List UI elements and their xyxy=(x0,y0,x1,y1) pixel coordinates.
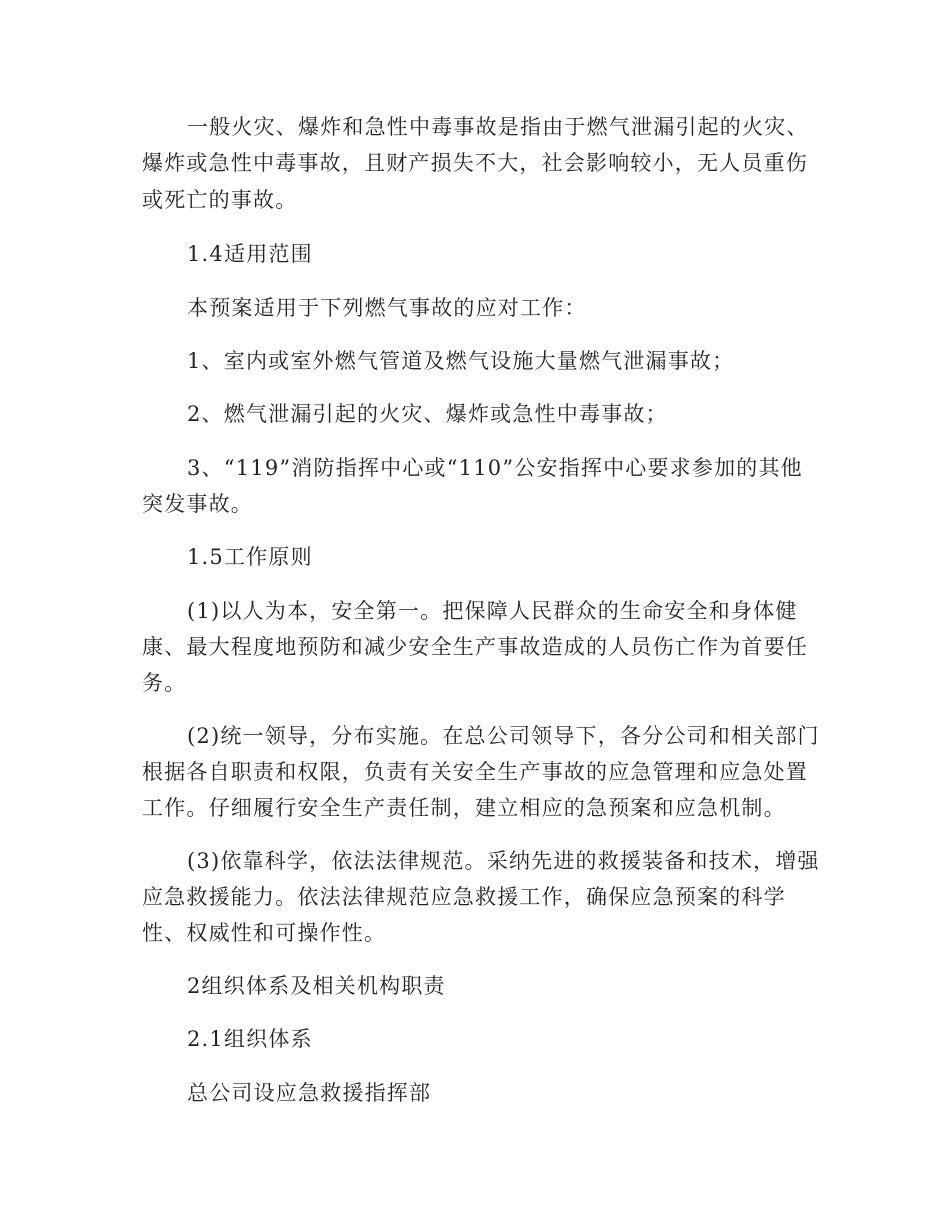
principle-2-line-1: (2)统一领导，分布实施。在总公司领导下，各分公司和相关部门 xyxy=(187,724,820,748)
body-paragraph-last: 总公司设应急救援指挥部 xyxy=(187,1081,432,1105)
principle-3-line-1: (3)依靠科学，依法法律规范。采纳先进的救援装备和技术，增强 xyxy=(187,849,820,873)
section-heading-1-5: 1.5工作原则 xyxy=(187,545,313,569)
scope-item-3-line-2: 突发事故。 xyxy=(142,492,253,516)
section-heading-1-4: 1.4适用范围 xyxy=(187,242,313,266)
scope-item-1: 1、室内或室外燃气管道及燃气设施大量燃气泄漏事故； xyxy=(187,349,735,373)
section-heading-2-1: 2.1组织体系 xyxy=(187,1027,313,1051)
paragraph-1-line-1: 一般火灾、爆炸和急性中毒事故是指由于燃气泄漏引起的火灾、 xyxy=(187,115,809,139)
section-heading-2: 2组织体系及相关机构职责 xyxy=(187,974,446,998)
paragraph-1-line-3: 或死亡的事故。 xyxy=(142,188,298,212)
principle-1-line-2: 康、最大程度地预防和减少安全生产事故造成的人员伤亡作为首要任 xyxy=(142,635,808,659)
principle-1-line-1: (1)以人为本，安全第一。把保障人民群众的生命安全和身体健 xyxy=(187,599,798,623)
paragraph-1-line-2: 爆炸或急性中毒事故，且财产损失不大，社会影响较小，无人员重伤 xyxy=(142,151,808,175)
principle-2-line-2: 根据各自职责和权限，负责有关安全生产事故的应急管理和应急处置 xyxy=(142,760,808,784)
scope-item-2: 2、燃气泄漏引起的火灾、爆炸或急性中毒事故； xyxy=(187,402,668,426)
scope-item-3-line-1: 3、“119”消防指挥中心或“110”公安指挥中心要求参加的其他 xyxy=(187,456,803,480)
principle-3-line-3: 性、权威性和可操作性。 xyxy=(142,921,387,945)
principle-2-line-3: 工作。仔细履行安全生产责任制，建立相应的急预案和应急机制。 xyxy=(142,796,786,820)
scope-intro: 本预案适用于下列燃气事故的应对工作： xyxy=(187,296,587,320)
principle-3-line-2: 应急救援能力。依法法律规范应急救援工作，确保应急预案的科学 xyxy=(142,885,786,909)
principle-1-line-3: 务。 xyxy=(142,671,187,695)
